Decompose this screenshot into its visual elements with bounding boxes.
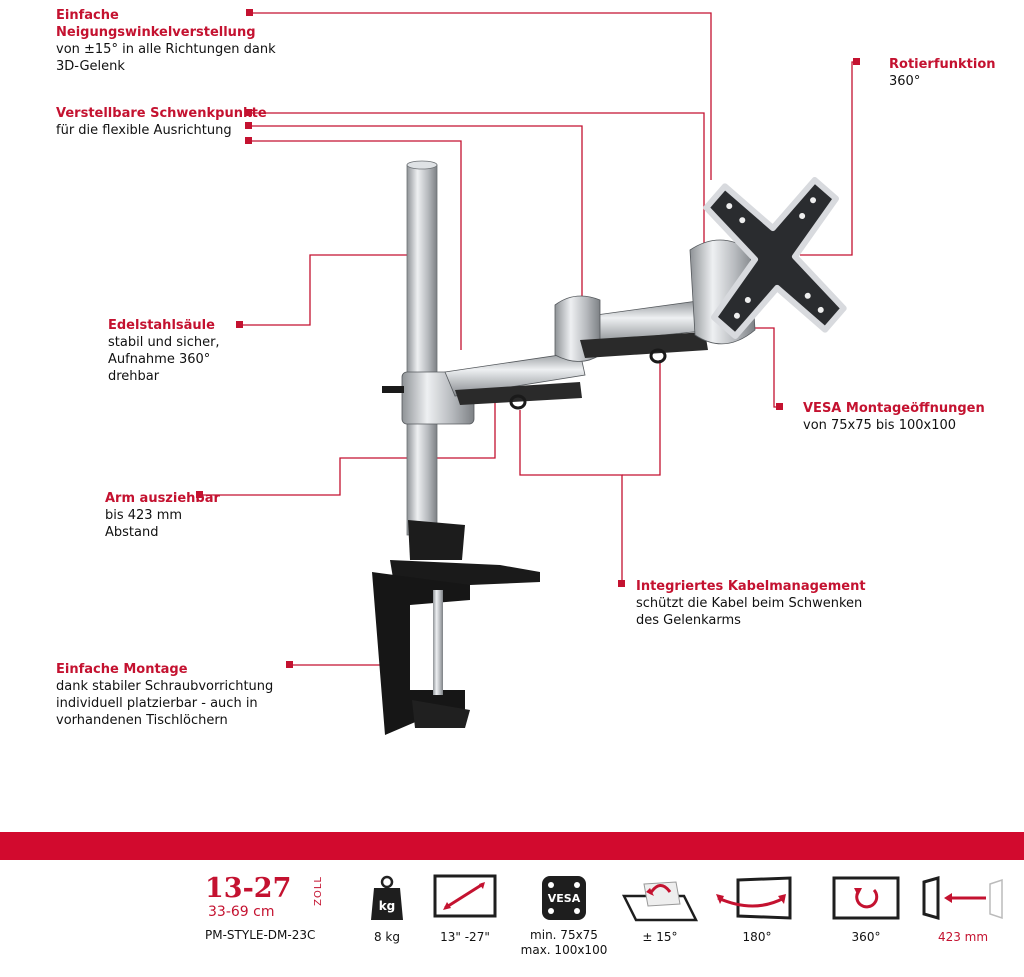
- swivel-icon: [714, 874, 800, 922]
- extend-icon: [920, 874, 1006, 922]
- feature-label: 180°: [742, 930, 772, 944]
- callout-title: Edelstahlsäule: [108, 318, 215, 333]
- feature-label: 8 kg: [373, 930, 400, 944]
- callout-title: Einfache Montage: [56, 662, 188, 677]
- desk-clamp: [372, 520, 540, 735]
- callout-title: Arm ausziehbar: [105, 491, 220, 506]
- callout-desc: Abstand: [105, 525, 159, 540]
- feature-label: 13" -27": [440, 930, 490, 944]
- callout-title: Verstellbare Schwenkpunkte: [56, 106, 267, 121]
- callout-title: Einfache: [56, 8, 119, 23]
- feature-label: min. 75x75: [530, 928, 598, 942]
- feature-screen-size: [430, 874, 500, 945]
- feature-weight: [362, 874, 412, 945]
- callout-vesa: [803, 400, 985, 434]
- feature-swivel: [712, 874, 802, 945]
- weight-icon: [370, 874, 404, 922]
- callout-desc: von ±15° in alle Richtungen dank: [56, 42, 276, 57]
- callout-schwenk: [56, 105, 267, 139]
- callout-title: VESA Montageöffnungen: [803, 401, 985, 416]
- callout-montage: [56, 661, 273, 729]
- callout-desc: bis 423 mm: [105, 508, 183, 523]
- feature-strip: [0, 860, 1024, 977]
- callout-desc: für die flexible Ausrichtung: [56, 123, 232, 138]
- red-divider-bar: [0, 832, 1024, 860]
- tilt-icon: [620, 874, 700, 922]
- feature-label: 360°: [851, 930, 881, 944]
- callout-desc: individuell platzierbar - auch in: [56, 696, 258, 711]
- callout-saeule: [108, 317, 220, 385]
- callout-desc: Aufnahme 360°: [108, 352, 211, 367]
- steel-pole: [407, 161, 437, 535]
- rotate-icon: [828, 874, 904, 922]
- feature-rotate: [826, 874, 906, 945]
- callout-desc: des Gelenkarms: [636, 613, 741, 628]
- feature-label: 423 mm: [937, 930, 989, 944]
- callout-desc: dank stabiler Schraubvorrichtung: [56, 679, 274, 694]
- articulated-arm: [445, 240, 755, 408]
- feature-tilt: [618, 874, 702, 945]
- callout-title: Rotierfunktion: [889, 57, 996, 72]
- callout-title: Integriertes Kabelmanagement: [636, 579, 866, 594]
- leader-markers: [196, 9, 860, 668]
- callout-desc: schützt die Kabel beim Schwenken: [636, 596, 863, 611]
- callout-neigung: [56, 7, 276, 75]
- screen-size-icon: [433, 874, 497, 922]
- size-unit: ZOLL: [313, 876, 324, 906]
- size-cm: 33-69 cm: [208, 904, 275, 920]
- feature-label: ± 15°: [642, 930, 678, 944]
- feature-label: max. 100x100: [520, 943, 608, 957]
- callout-rotier: [889, 56, 996, 90]
- callout-arm: [105, 490, 220, 541]
- size-block: [205, 874, 330, 942]
- weight-icon-label: kg: [378, 899, 396, 913]
- callout-desc: von 75x75 bis 100x100: [803, 418, 957, 433]
- callout-desc: drehbar: [108, 369, 160, 384]
- callout-kabel: [636, 578, 866, 629]
- callout-desc: 3D-Gelenk: [56, 59, 125, 74]
- vesa-icon-label: VESA: [547, 892, 581, 905]
- model-number: PM-STYLE-DM-23C: [205, 928, 316, 942]
- callout-title: Neigungswinkelverstellung: [56, 25, 256, 40]
- size-range: 13-27: [205, 873, 292, 904]
- callout-desc: vorhandenen Tischlöchern: [56, 713, 228, 728]
- vesa-icon: [540, 874, 588, 922]
- leader-lines: [199, 13, 855, 665]
- feature-extend: [918, 874, 1008, 945]
- feature-vesa: [514, 874, 614, 958]
- callout-desc: stabil und sicher,: [108, 335, 220, 350]
- callout-desc: 360°: [889, 74, 921, 89]
